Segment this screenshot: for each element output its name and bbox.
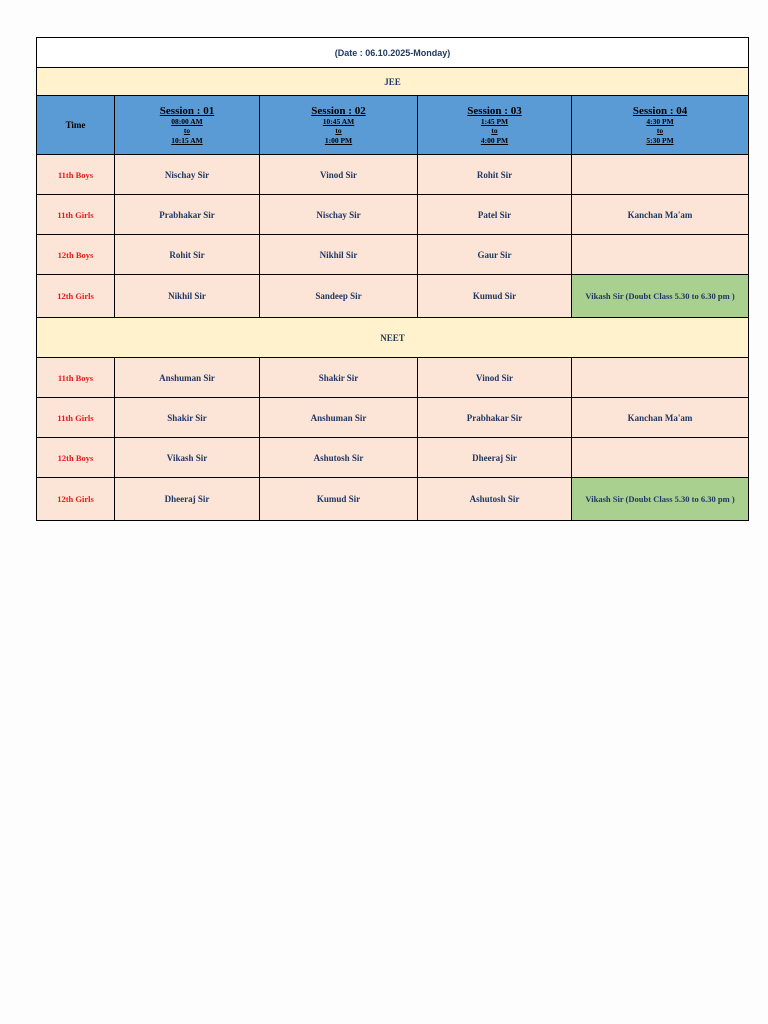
teacher-cell: Ashutosh Sir bbox=[418, 478, 572, 521]
schedule-table bbox=[36, 37, 749, 521]
session-to: to bbox=[335, 126, 342, 136]
teacher-cell: Kanchan Ma'am bbox=[572, 398, 749, 438]
group-label: 11th Boys bbox=[37, 155, 115, 195]
doubt-class-cell: Vikash Sir (Doubt Class 5.30 to 6.30 pm ) bbox=[572, 478, 749, 521]
table-row bbox=[37, 195, 749, 235]
session-end: 4:00 PM bbox=[480, 135, 509, 145]
session-start: 10:45 AM bbox=[322, 116, 355, 126]
session-to: to bbox=[183, 126, 191, 136]
teacher-cell: Kumud Sir bbox=[260, 478, 418, 521]
doubt-class-cell: Vikash Sir (Doubt Class 5.30 to 6.30 pm ) bbox=[572, 275, 749, 318]
group-label: 11th Boys bbox=[37, 358, 115, 398]
teacher-cell: Nischay Sir bbox=[260, 195, 418, 235]
table-row bbox=[37, 358, 749, 398]
group-label: 11th Girls bbox=[37, 195, 115, 235]
group-label: 11th Girls bbox=[37, 398, 115, 438]
session-to: to bbox=[491, 126, 498, 136]
session-title: Session : 01 bbox=[159, 104, 215, 117]
group-label: 12th Girls bbox=[37, 275, 115, 318]
teacher-cell: Shakir Sir bbox=[115, 398, 260, 438]
date-title: (Date : 06.10.2025-Monday) bbox=[37, 38, 749, 68]
session-title: Session : 02 bbox=[311, 104, 366, 117]
teacher-cell: Nischay Sir bbox=[115, 155, 260, 195]
time-header: Time bbox=[37, 96, 115, 155]
session-header-2 bbox=[260, 96, 418, 155]
session-start: 1:45 PM bbox=[480, 116, 509, 126]
session-to: to bbox=[656, 126, 664, 136]
teacher-cell: Rohit Sir bbox=[115, 235, 260, 275]
teacher-cell: Nikhil Sir bbox=[115, 275, 260, 318]
table-row bbox=[37, 478, 749, 521]
session-header-4 bbox=[572, 96, 749, 155]
teacher-cell bbox=[572, 235, 749, 275]
teacher-cell: Prabhakar Sir bbox=[115, 195, 260, 235]
teacher-cell: Sandeep Sir bbox=[260, 275, 418, 318]
group-label: 12th Boys bbox=[37, 438, 115, 478]
session-end: 10:15 AM bbox=[171, 135, 203, 145]
table-row bbox=[37, 398, 749, 438]
teacher-cell: Dheeraj Sir bbox=[115, 478, 260, 521]
teacher-cell: Vinod Sir bbox=[418, 358, 572, 398]
session-end: 1:00 PM bbox=[324, 135, 353, 145]
table-row bbox=[37, 235, 749, 275]
session-title: Session : 03 bbox=[467, 104, 522, 117]
teacher-cell: Shakir Sir bbox=[260, 358, 418, 398]
teacher-cell: Anshuman Sir bbox=[260, 398, 418, 438]
teacher-cell: Dheeraj Sir bbox=[418, 438, 572, 478]
session-header-3 bbox=[418, 96, 572, 155]
teacher-cell: Vinod Sir bbox=[260, 155, 418, 195]
session-header-1 bbox=[115, 96, 260, 155]
teacher-cell: Kanchan Ma'am bbox=[572, 195, 749, 235]
teacher-cell: Patel Sir bbox=[418, 195, 572, 235]
session-start: 4:30 PM bbox=[646, 116, 674, 126]
teacher-cell: Vikash Sir bbox=[115, 438, 260, 478]
teacher-cell: Prabhakar Sir bbox=[418, 398, 572, 438]
teacher-cell: Kumud Sir bbox=[418, 275, 572, 318]
teacher-cell bbox=[572, 358, 749, 398]
group-label: 12th Boys bbox=[37, 235, 115, 275]
teacher-cell: Rohit Sir bbox=[418, 155, 572, 195]
teacher-cell: Nikhil Sir bbox=[260, 235, 418, 275]
teacher-cell bbox=[572, 438, 749, 478]
table-row bbox=[37, 275, 749, 318]
session-start: 08:00 AM bbox=[171, 116, 203, 126]
session-header-row bbox=[37, 96, 749, 155]
session-title: Session : 04 bbox=[632, 104, 688, 117]
section-title-jee: JEE bbox=[37, 68, 749, 96]
table-row bbox=[37, 438, 749, 478]
teacher-cell bbox=[572, 155, 749, 195]
session-end: 5:30 PM bbox=[646, 135, 674, 145]
teacher-cell: Anshuman Sir bbox=[115, 358, 260, 398]
group-label: 12th Girls bbox=[37, 478, 115, 521]
teacher-cell: Ashutosh Sir bbox=[260, 438, 418, 478]
section-title-neet: NEET bbox=[37, 318, 749, 358]
table-row bbox=[37, 155, 749, 195]
teacher-cell: Gaur Sir bbox=[418, 235, 572, 275]
